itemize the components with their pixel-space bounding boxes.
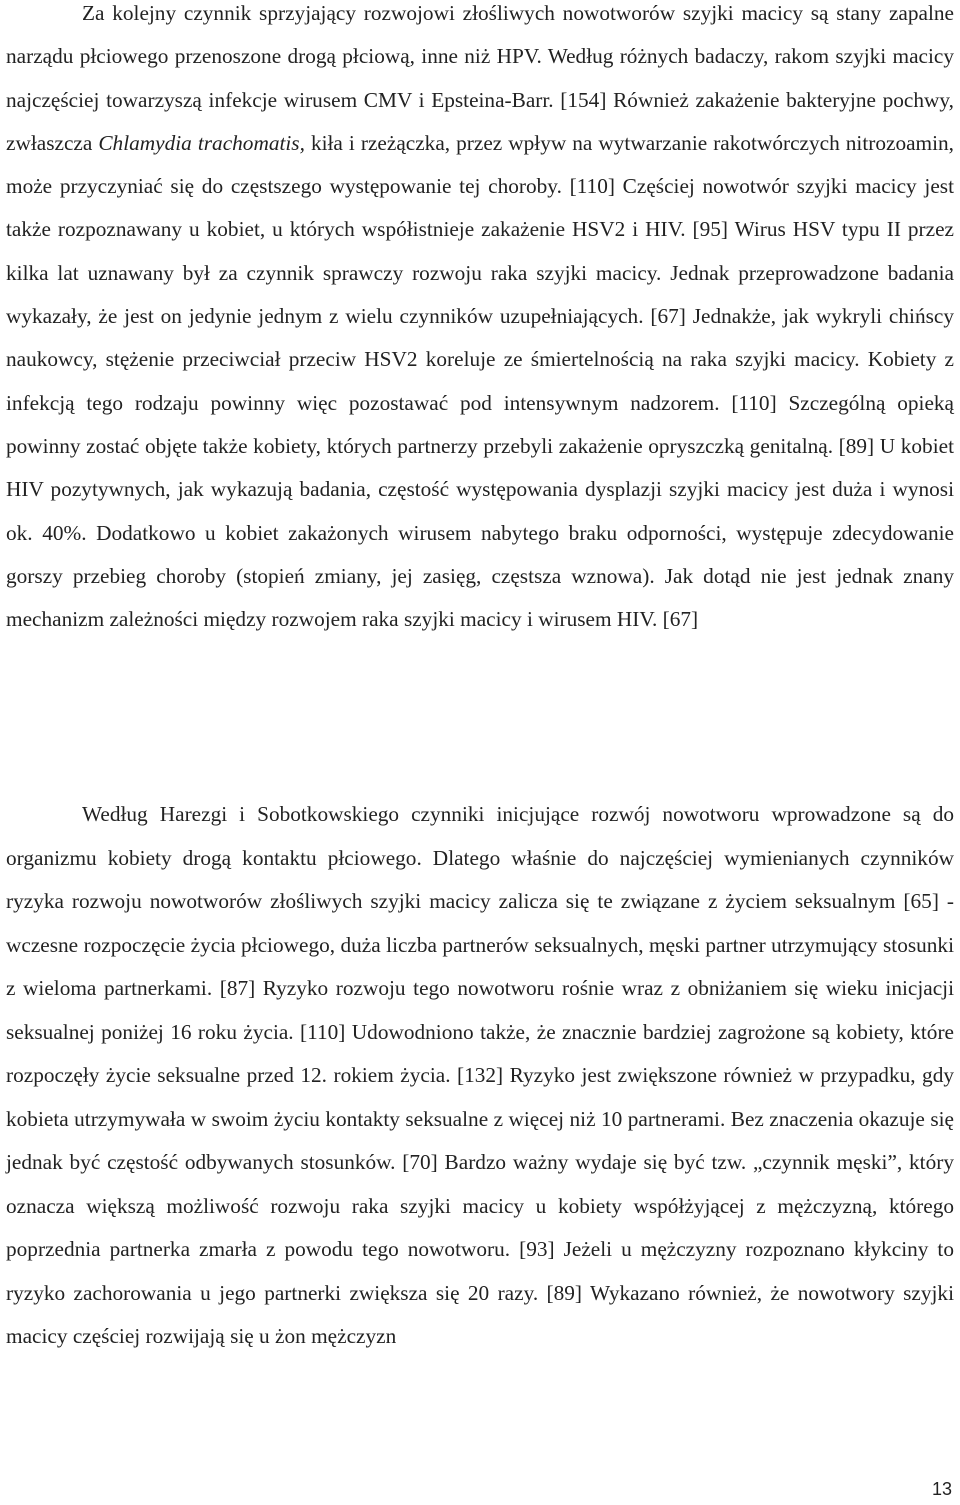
paragraph-1-text-end: kiła i rzeżączka, przez wpływ na wytwarzanie rakotwórczych nitrozoamin, może przyczyniać się do częstszego występowanie tej choroby. [110] Częściej nowotwór szyjki macicy jest także rozpoznawany u kobiet, u których współistnieje zakażenie HSV2 i HIV. [95] Wirus HSV typu II przez kilka lat uznawany był za czynnik sprawczy rozwoju raka szyjki macicy. Jednak przeprowadzone badania wykazały, że jest on jedynie jednym z wielu czynników uzupełniających. [67] Jednakże, jak wykryli chińscy naukowcy, stężenie przeciwciał przeciw HSV2 koreluje ze śmiertelnością na raka szyjki macicy. Kobiety z infekcją tego rodzaju powinny więc pozostawać pod intensywnym nadzorem. [110] Szczególną opieką powinny zostać objęte także kobiety, których partnerzy przebyli zakażenie opryszczką genitalną. [89] U kobiet HIV pozytywnych, jak wykazują badania, częstość występowania dysplazji szyjki macicy jest duża i wynosi ok. 40%. Dodatkowo u kobiet zakażonych wirusem nabytego braku odporności, występuje zdecydowanie gorszy przebieg choroby (stopień zmiany, jej zasięg, częstsza wznowa). Jak dotąd nie jest jednak znany mechanizm zależności między rozwojem raka szyjki macicy i wirusem HIV. [67]	[6, 130, 955, 632]
page-number: 13	[931, 1479, 952, 1499]
paragraph-1-text-start: Za kolejny czynnik sprzyjający rozwojowi złośliwych nowotworów szyjki macicy są stany zapalne narządu płciowego przenoszone drogą płciową, inne niż HPV. Według różnych badaczy, rakom szyjki macicy najczęściej towarzyszą infekcje wirusem CMV i Epsteina-Barr. [154] Również zakażenie bakteryjne pochwy, zwłaszcza	[6, 1, 954, 155]
body-paragraph-2: Według Harezgi i Sobotkowskiego czynniki inicjujące rozwój nowotworu wprowadzone są do organizmu kobiety drogą kontaktu płciowego. Dlatego właśnie do najczęściej wymienianych czynników ryzyka rozwoju nowotworów złośliwych szyjki macicy zalicza się te związane z życiem seksualnym [65] - wczesne rozpoczęcie życia płciowego, duża liczba partnerów seksualnych, męski partner utrzymujący stosunki z wieloma partnerkami. [87] Ryzyko rozwoju tego nowotworu rośnie wraz z obniżaniem się wieku inicjacji seksualnej poniżej 16 roku życia. [110] Udowodniono także, że znacznie bardziej zagrożone są kobiety, które rozpoczęły życie seksualne przed 12. rokiem życia. [132] Ryzyko jest zwiększone również w przypadku, gdy kobieta utrzymywała w swoim życiu kontakty seksualne z więcej niż 10 partnerami. Bez znaczenia okazuje się jednak być częstość odbywanych stosunków. [70] Bardzo ważny wydaje się być tzw. „czynnik męski”, który oznacza większą możliwość rozwoju raka szyjki macicy u kobiety współżyjącej z mężczyzną, którego poprzednia partnerka zmarła z powodu tego nowotworu. [93] Jeżeli u mężczyzny rozpoznano kłykciny to ryzyko zachorowania u jego partnerki zwiększa się 20 razy. [89] Wykazano również, że nowotwory szyjki macicy częściej rozwijają się u żon mężczyzn	[6, 802, 954, 1348]
body-paragraph-1	[6, 0, 954, 641]
latin-species-name: Chlamydia trachomatis,	[98, 130, 305, 155]
